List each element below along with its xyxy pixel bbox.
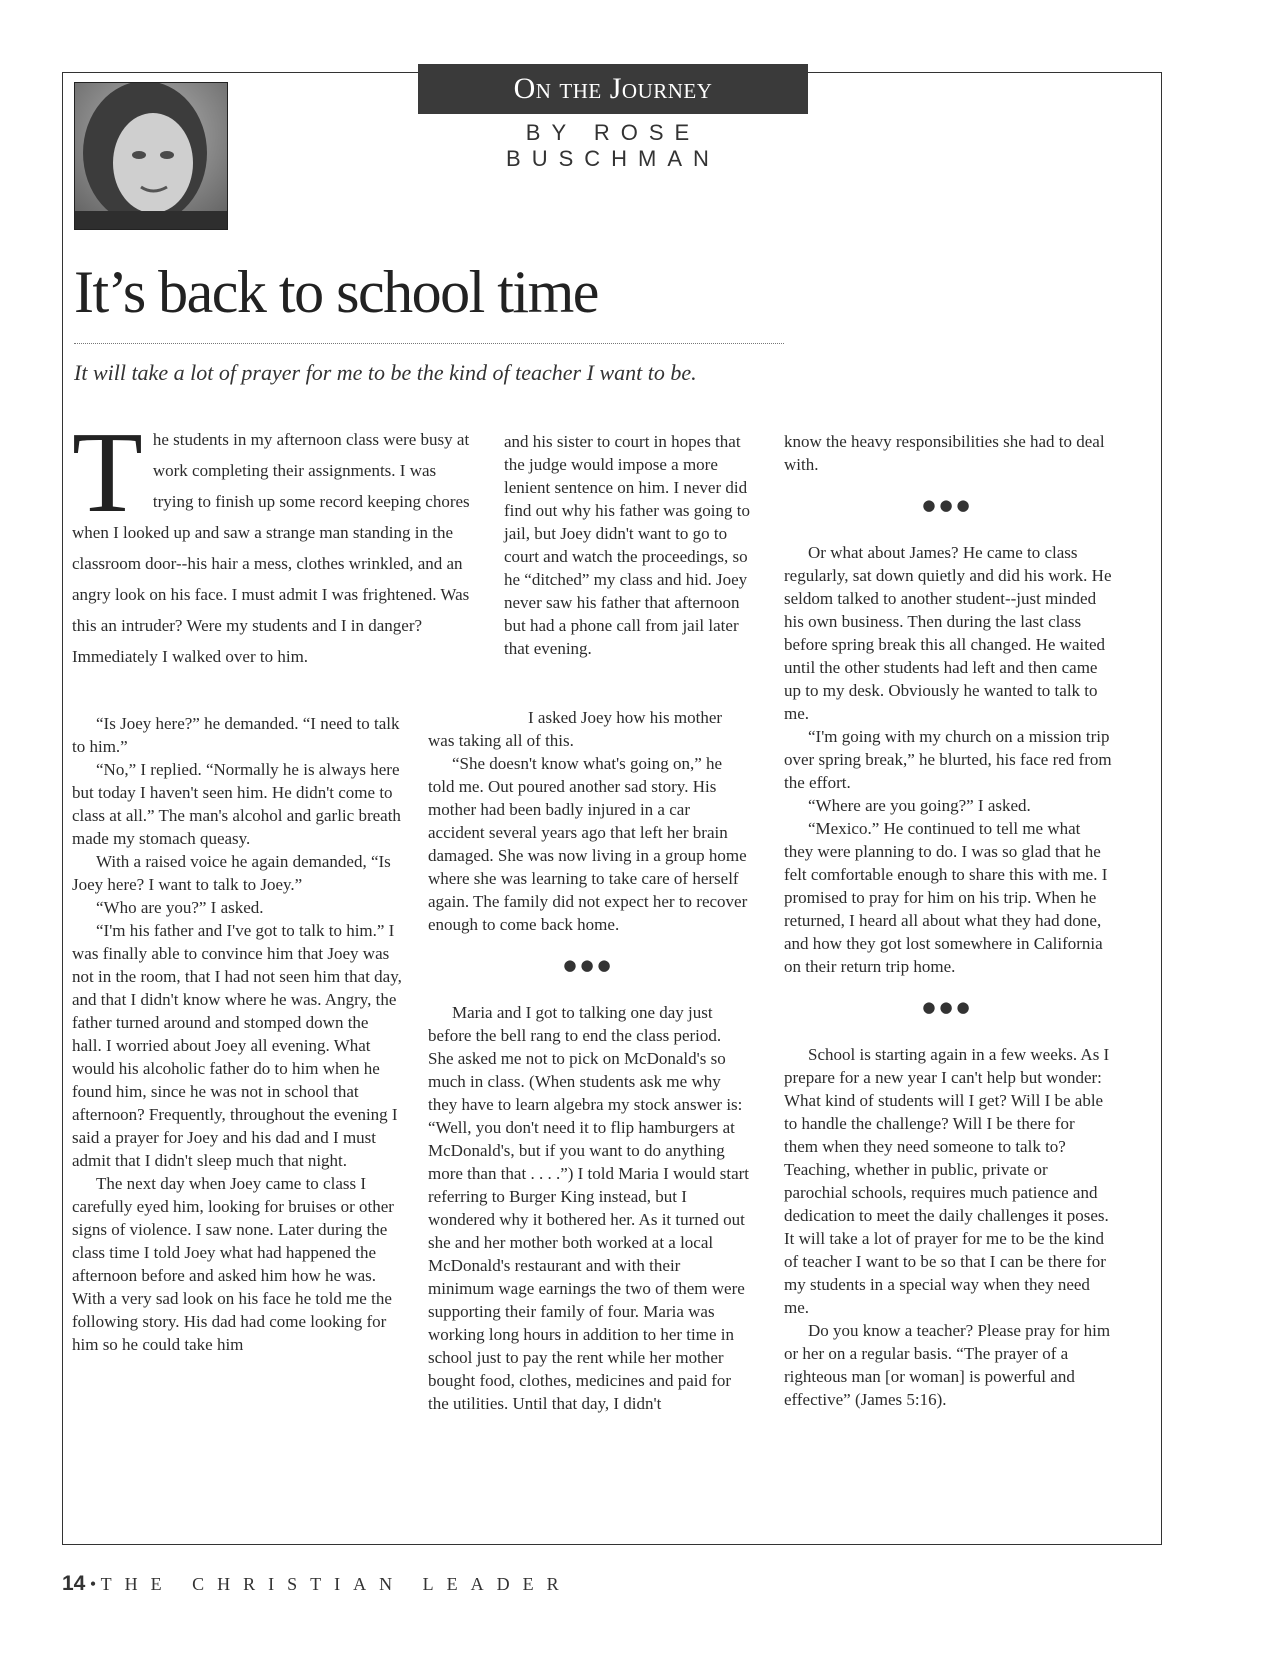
paragraph: Do you know a teacher? Please pray for him or her on a regular basis. “The prayer of a righteous man [or woman] is powerful and effective” (James 5:16). <box>784 1321 1111 1409</box>
lead-paragraph <box>72 409 472 672</box>
paragraph: Or what about James? He came to class regularly, sat down quietly and did his work. He seldom talked to another student--just minded his own business. Then during the last class before spring break this all changed. He waited until the other students had left and then came up to my desk. Obviously he wanted to talk to me. <box>784 543 1112 723</box>
paragraph: School is starting again in a few weeks. As I prepare for a new year I can't help but wonder: What kind of students will I get? Will I be able to handle the challenge? Will I be there for them when they need someone to talk to? Teaching, whether in public, private or parochial schools, requires much patience and dedication to meet the daily challenges it poses. It will take a lot of prayer for me to be the kind of teacher I want to be so that I can be there for my students in a special way when they need me. <box>784 1045 1110 1317</box>
author-photo <box>74 82 228 230</box>
column-tag: On the Journey <box>418 64 808 114</box>
deck: It will take a lot of prayer for me to be the kind of teacher I want to be. <box>74 360 697 385</box>
page-number: 14 <box>62 1572 86 1595</box>
column-2 <box>428 706 750 1415</box>
paragraph: “Is Joey here?” he demanded. “I need to talk to him.” <box>72 714 400 756</box>
lead-text: he students in my afternoon class were busy at work completing their assignments. I was trying to finish up some record keeping chores when I looked up and saw a strange man standing in the classroom door--his hair a mess, clothes wrinkled, and an angry look on his face. I must admit I was frightened. Was this an intruder? Were my students and I in danger? Immediately I walked over to him. <box>72 430 470 666</box>
page-footer <box>62 1572 572 1596</box>
paragraph: Maria and I got to talking one day just before the bell rang to end the class period. She asked me not to pick on McDonald's so much in class. (When students ask me why they have to learn algebra my stock answer is: “Well, you don't need it to flip hamburgers at McDonald's, but if you want to do anything more than that . . . .”) I told Maria I would start referring to Burger King instead, but I wondered why it bothered her. As it turned out she and her mother both worked at a local McDonald's restaurant and with their minimum wage earnings the two of them were supporting their family of four. Maria was working long hours in addition to her time in school just to pay the rent while her mother bought food, clothes, medicines and paid for the utilities. Until that day, I didn't <box>428 1003 750 1413</box>
paragraph: “Who are you?” I asked. <box>96 898 264 917</box>
paragraph: “Where are you going?” I asked. <box>808 796 1031 815</box>
paragraph: With a raised voice he again demanded, “Is Joey here? I want to talk to Joey.” <box>72 852 391 894</box>
paragraph: “I'm going with my church on a mission trip over spring break,” he blurted, his face red from the effort. <box>784 727 1112 792</box>
paragraph: “She doesn't know what's going on,” he told me. Out poured another sad story. His mother had been badly injured in a car accident several years ago that left her brain damaged. She was now living in a group home where she was learning to take care of herself again. The family did not expect her to recover enough to come back home. <box>428 754 748 934</box>
column-2-top <box>504 430 754 660</box>
drop-cap: T <box>72 409 143 537</box>
headline: It’s back to school time <box>74 259 598 325</box>
paragraph: know the heavy responsibilities she had to deal with. <box>784 432 1105 474</box>
column-3 <box>784 430 1112 1411</box>
section-separator: ●●● <box>563 956 615 974</box>
paragraph: “No,” I replied. “Normally he is always here but today I haven't seen him. He didn't come to class at all.” The man's alcohol and garlic breath made my stomach queasy. <box>72 760 401 848</box>
column-1 <box>72 712 402 1356</box>
section-separator: ●●● <box>922 998 974 1016</box>
author-portrait-icon <box>75 83 227 229</box>
paragraph: I asked Joey how his mother was taking all of this. <box>428 708 723 750</box>
paragraph: The next day when Joey came to class I carefully eyed him, looking for bruises or other signs of violence. I saw none. Later during the class time I told Joey what had happened the afternoon before and asked him how he was. With a very sad look on his face he told me the following story. His dad had come looking for him so he could take him <box>72 1174 394 1354</box>
byline: BY ROSE BUSCHMAN <box>506 120 720 171</box>
paragraph: “I'm his father and I've got to talk to him.” I was finally able to convince him that Joey was not in the room, that I had not seen him that day, and that I didn't know where he was. Angry, the father turned around and stomped down the hall. I worried about Joey all evening. What would his alcoholic father do to him when he found him, since he was not in school that afternoon? Frequently, throughout the evening I said a prayer for Joey and his dad and I must admit that I didn't sleep much that night. <box>72 921 402 1170</box>
headline-rule <box>74 343 784 344</box>
publication-name: THE CHRISTIAN LEADER <box>100 1574 572 1594</box>
paragraph: and his sister to court in hopes that the judge would impose a more lenient sentence on him. I never did find out why his father was going to jail, but Joey didn't want to go to court and watch the proceedings, so he “ditched” my class and hid. Joey never saw his father that afternoon but had a phone call from jail later that evening. <box>504 432 750 658</box>
footer-bullet: • <box>89 1574 97 1594</box>
section-separator: ●●● <box>922 496 974 514</box>
paragraph: “Mexico.” He continued to tell me what they were planning to do. I was so glad that he felt comfortable enough to share this with me. I promised to pray for him on his trip. When he returned, I heard all about what they had done, and how they got lost somewhere in California on their return trip home. <box>784 819 1108 976</box>
